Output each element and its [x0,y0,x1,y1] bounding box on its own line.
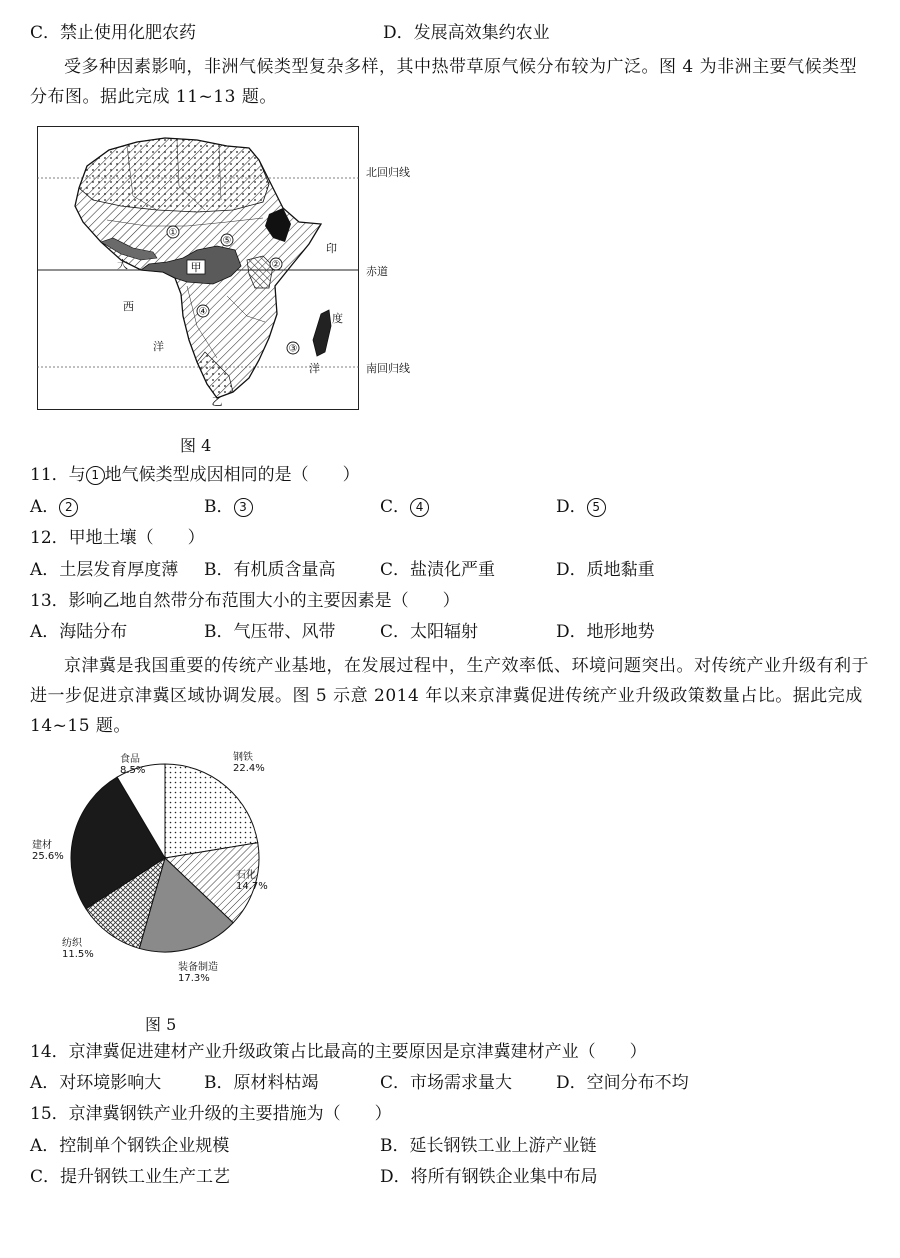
pie-label-name-1: 钢铁 [233,752,253,763]
ocean-label-6: 洋 [309,362,320,375]
map-marker-4: ④ [198,306,208,318]
q15-option-d[interactable]: D．将所有钢铁企业集中布局 [380,1167,598,1187]
q12-stem: 12．甲地土壤（ ） [30,528,205,548]
pie-slice-1 [165,764,258,858]
pie-label-value-5: 25.6% [32,851,64,862]
ocean-label-5: 度 [332,312,343,325]
intro-paragraph-2: 京津冀是我国重要的传统产业基地，在发展过程中，生产效率低、环境问题突出。对传统产业升级有利于进一步促进京津冀区域协调发展。图 5 示意 2014 年以来京津冀促进传统产业升级政策数量占比。据此完成 14~15 题。 [30,656,869,736]
pie-label-value-6: 8.5% [120,765,146,776]
lat-label-north-tropic: 北回归线 [366,166,410,179]
pie-label-name-2: 石化 [236,870,256,881]
q14-option-c[interactable]: C．市场需求量大 [380,1073,513,1093]
q14-option-a[interactable]: A．对环境影响大 [30,1073,162,1093]
lat-label-equator: 赤道 [366,265,388,278]
q11-option-a[interactable]: A． 2 [30,496,78,518]
q12-option-c[interactable]: C．盐渍化严重 [380,560,496,580]
industry-policy-pie-chart [28,750,290,990]
q14-stem: 14．京津冀促进建材产业升级政策占比最高的主要原因是京津冀建材产业（ ） [30,1042,647,1062]
q11-option-c[interactable]: C． 4 [380,496,429,518]
option-c-prev: C．禁止使用化肥农药 [30,23,197,43]
q11-option-d[interactable]: D． 5 [556,496,606,518]
q13-option-c[interactable]: C．太阳辐射 [380,622,479,642]
q11-option-b[interactable]: B． 3 [204,496,253,518]
pie-label-value-3: 17.3% [178,973,210,984]
ocean-label-2: 西 [123,300,134,313]
pie-label-name-5: 建材 [32,840,52,851]
ocean-label-1: 大 [117,258,128,271]
ocean-label-3: 洋 [153,340,164,353]
pie-label-name-4: 纺织 [62,938,82,949]
q12-option-b[interactable]: B．有机质含量高 [204,560,336,580]
lat-label-south-tropic: 南回归线 [366,362,410,375]
africa-climate-map [37,126,359,410]
pie-label-value-2: 14.7% [236,881,268,892]
pie-label-value-4: 11.5% [62,949,94,960]
ocean-label-4: 印 [326,242,337,255]
q14-option-d[interactable]: D．空间分布不均 [556,1073,689,1093]
q13-option-b[interactable]: B．气压带、风带 [204,622,336,642]
q15-option-b[interactable]: B．延长钢铁工业上游产业链 [380,1136,597,1156]
q12-option-a[interactable]: A．土层发育厚度薄 [30,560,179,580]
q15-stem: 15．京津冀钢铁产业升级的主要措施为（ ） [30,1104,392,1124]
map-marker-3: ③ [288,343,298,355]
map-label-jia: 甲 [190,261,202,274]
intro-paragraph-1: 受多种因素影响，非洲气候类型复杂多样，其中热带草原气候分布较为广泛。图 4 为非洲主要气候类型分布图。据此完成 11~13 题。 [30,57,858,107]
q15-option-c[interactable]: C．提升钢铁工业生产工艺 [30,1167,231,1187]
pie-label-name-6: 食品 [120,754,140,765]
pie-label-value-1: 22.4% [233,763,265,774]
map-marker-5: ⑤ [222,235,232,247]
figure-4-caption: 图 4 [180,436,212,455]
figure-5-caption: 图 5 [145,1015,177,1034]
q15-option-a[interactable]: A．控制单个钢铁企业规模 [30,1136,230,1156]
map-marker-2: ② [271,259,281,271]
pie-label-name-3: 装备制造 [178,962,218,973]
map-label-yi: 乙 [211,395,223,408]
q13-option-a[interactable]: A．海陆分布 [30,622,128,642]
q13-option-d[interactable]: D．地形地势 [556,622,655,642]
q12-option-d[interactable]: D．质地黏重 [556,560,655,580]
map-marker-1: ① [168,227,178,239]
q13-stem: 13．影响乙地自然带分布范围大小的主要因素是（ ） [30,591,460,611]
q11-stem: 11．与 1 地气候类型成因相同的是（ ） [30,465,360,485]
q11-stem-marker: 1 [86,466,105,485]
option-d-prev: D．发展高效集约农业 [383,23,550,43]
q14-option-b[interactable]: B．原材料枯竭 [204,1073,319,1093]
